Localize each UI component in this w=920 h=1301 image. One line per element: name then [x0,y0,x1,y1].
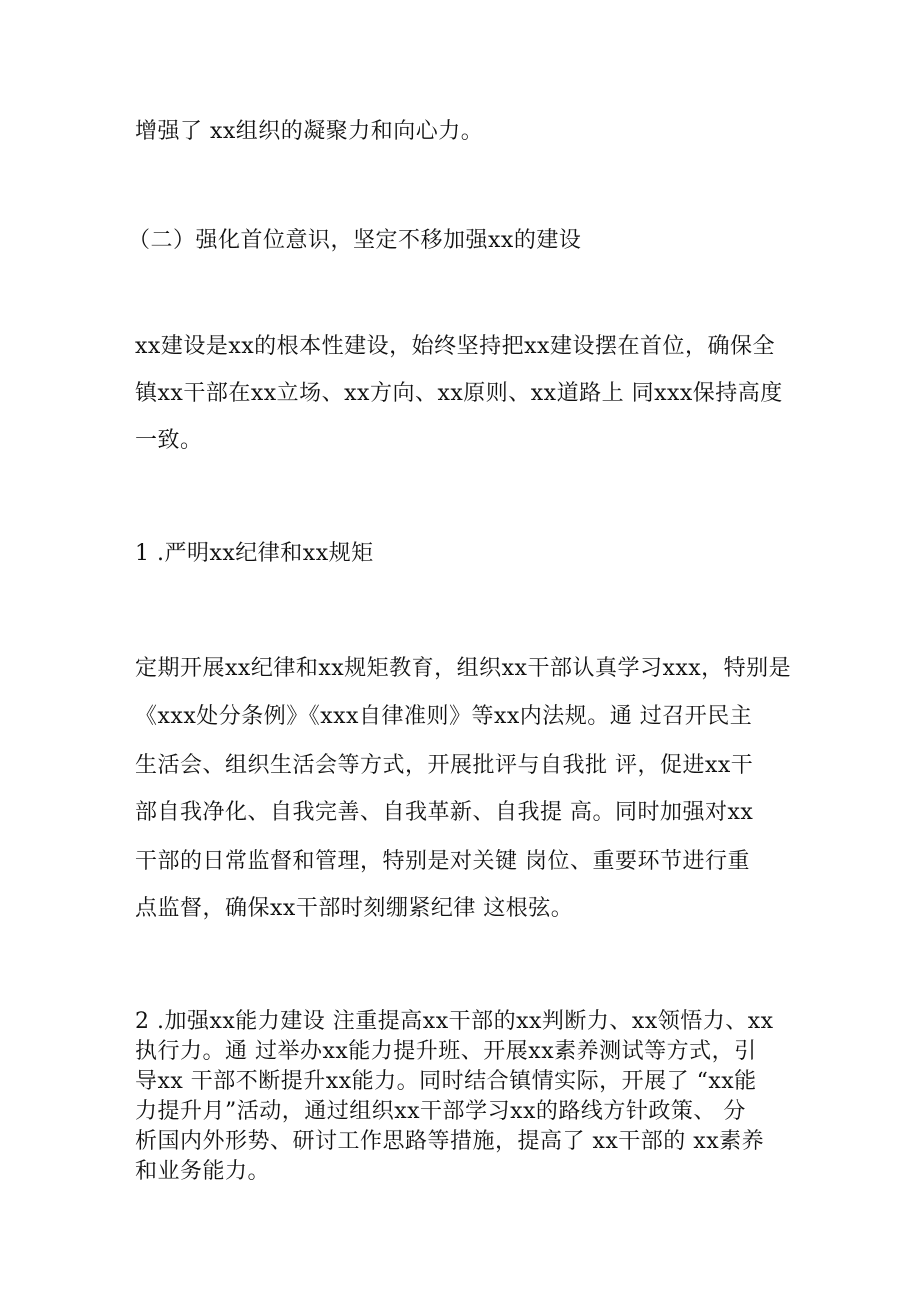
paragraph-line: 和业务能力。 [135,1159,271,1184]
paragraph-line: 点监督，确保xx干部时刻绷紧纪律 这根弦。 [135,896,574,921]
item-heading: 1 .严明xx纪律和xx规矩 [135,541,374,566]
paragraph-line: 导xx 干部不断提升xx能力。同时结合镇情实际，开展了 “xx能 [135,1069,757,1094]
paragraph-line: 镇xx干部在xx立场、xx方向、xx原则、xx道路上 同xxx保持高度 [135,381,783,406]
paragraph-line: xx建设是xx的根本性建设，始终坚持把xx建设摆在首位，确保全 [135,334,775,359]
paragraph-line: 《xxx处分条例》《xxx自律准则》等xx内法规。通 过召开民主 [135,704,753,729]
paragraph-line: 增强了 xx组织的凝聚力和向心力。 [135,119,484,144]
paragraph-line: 2 .加强xx能力建设 注重提高xx干部的xx判断力、xx领悟力、xx [135,1009,774,1034]
paragraph-line: 部自我净化、自我完善、自我革新、自我提 高。同时加强对xx [135,800,754,825]
paragraph-line: 力提升月”活动，通过组织xx干部学习xx的路线方针政策、 分 [135,1099,746,1124]
paragraph-line: 执行力。通 过举办xx能力提升班、开展xx素养测试等方式，引 [135,1039,757,1064]
section-heading: （二）强化首位意识，坚定不移加强xx的建设 [128,228,582,253]
paragraph-line: 析国内外形势、研讨工作思路等措施，提高了 xx干部的 xx素养 [135,1129,765,1154]
paragraph-line: 一致。 [135,428,203,453]
paragraph-line: 生活会、组织生活会等方式，开展批评与自我批 评，促进xx干 [135,753,754,778]
paragraph-line: 定期开展xx纪律和xx规矩教育，组织xx干部认真学习xxx，特别是 [135,656,792,681]
paragraph-line: 干部的日常监督和管理，特别是对关键 岗位、重要环节进行重 [135,849,750,874]
